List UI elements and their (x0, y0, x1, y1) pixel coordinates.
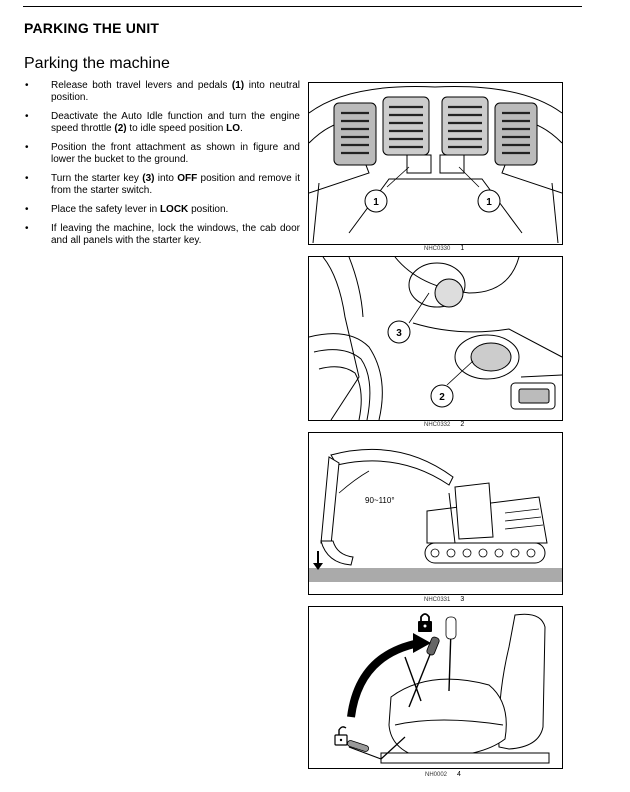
figure-code: NHC0332 (424, 422, 451, 428)
step-item (24, 204, 300, 216)
figure-number: 4 (457, 771, 461, 778)
angle-label: 90~110° (365, 496, 395, 505)
callout-1-left (365, 190, 387, 212)
subheading: Parking the machine (24, 55, 170, 72)
figure-code: NHC0330 (424, 246, 451, 252)
step-item (24, 80, 300, 104)
callout-2 (431, 385, 453, 407)
step-text-bold: LOCK (159, 204, 189, 215)
step-item (24, 223, 300, 247)
figure-number: 3 (460, 596, 465, 603)
step-text-bold: (2) (114, 123, 127, 134)
svg-text:1: 1 (373, 197, 379, 208)
callout-3 (388, 321, 410, 343)
step-text: If leaving the machine, lock the windows, the cab door and all panels with the starter key. (51, 223, 300, 246)
figure-3-caption (424, 596, 464, 603)
step-item (24, 173, 300, 197)
figure-number: 1 (460, 245, 465, 252)
safety-lever-illustration (309, 607, 562, 768)
step-text: . (240, 123, 243, 134)
step-text-bold: LO (226, 123, 241, 134)
step-text: Turn the starter key (51, 173, 143, 184)
excavator-illustration (309, 433, 562, 594)
step-text: into (154, 173, 178, 184)
travel-levers-illustration (309, 83, 562, 244)
svg-text:2: 2 (439, 392, 445, 403)
svg-text:3: 3 (396, 328, 402, 339)
step-text: Position the front attachment as shown in figure and lower the bucket to the ground. (51, 142, 300, 165)
callout-1-right (478, 190, 500, 212)
step-text: position and remove it from the starter switch. (51, 173, 300, 196)
step-text: into neutral position. (51, 80, 300, 103)
ground-arrow-icon (313, 551, 323, 570)
figure-4-caption (425, 771, 461, 778)
step-text-bold: (3) (142, 173, 155, 184)
figure-safety-lever (308, 606, 563, 769)
figure-number: 2 (460, 421, 465, 428)
step-text-bold: OFF (177, 173, 198, 184)
step-item (24, 142, 300, 166)
step-text: position. (188, 204, 229, 215)
header-rule (23, 6, 582, 7)
unlock-icon (335, 727, 347, 745)
step-text: Release both travel levers and pedals (51, 80, 232, 91)
step-text: to idle speed position (126, 123, 227, 134)
section-title: PARKING THE UNIT (24, 20, 160, 36)
figure-1-caption (424, 245, 464, 252)
svg-text:1: 1 (486, 197, 492, 208)
figure-code: NHC0331 (424, 597, 451, 603)
step-text-bold: (1) (231, 80, 245, 91)
step-text: Deactivate the Auto Idle function and turn the engine speed throttle (51, 111, 300, 134)
figure-travel-levers (308, 82, 563, 245)
lock-icon (418, 614, 432, 632)
starter-throttle-illustration (309, 257, 562, 420)
figure-2-caption (424, 421, 464, 428)
step-item (24, 111, 300, 135)
figure-excavator-position (308, 432, 563, 595)
step-text: Place the safety lever in (51, 204, 160, 215)
figure-starter-throttle (308, 256, 563, 421)
steps-list (24, 80, 300, 254)
figure-code: NH0002 (425, 772, 448, 778)
